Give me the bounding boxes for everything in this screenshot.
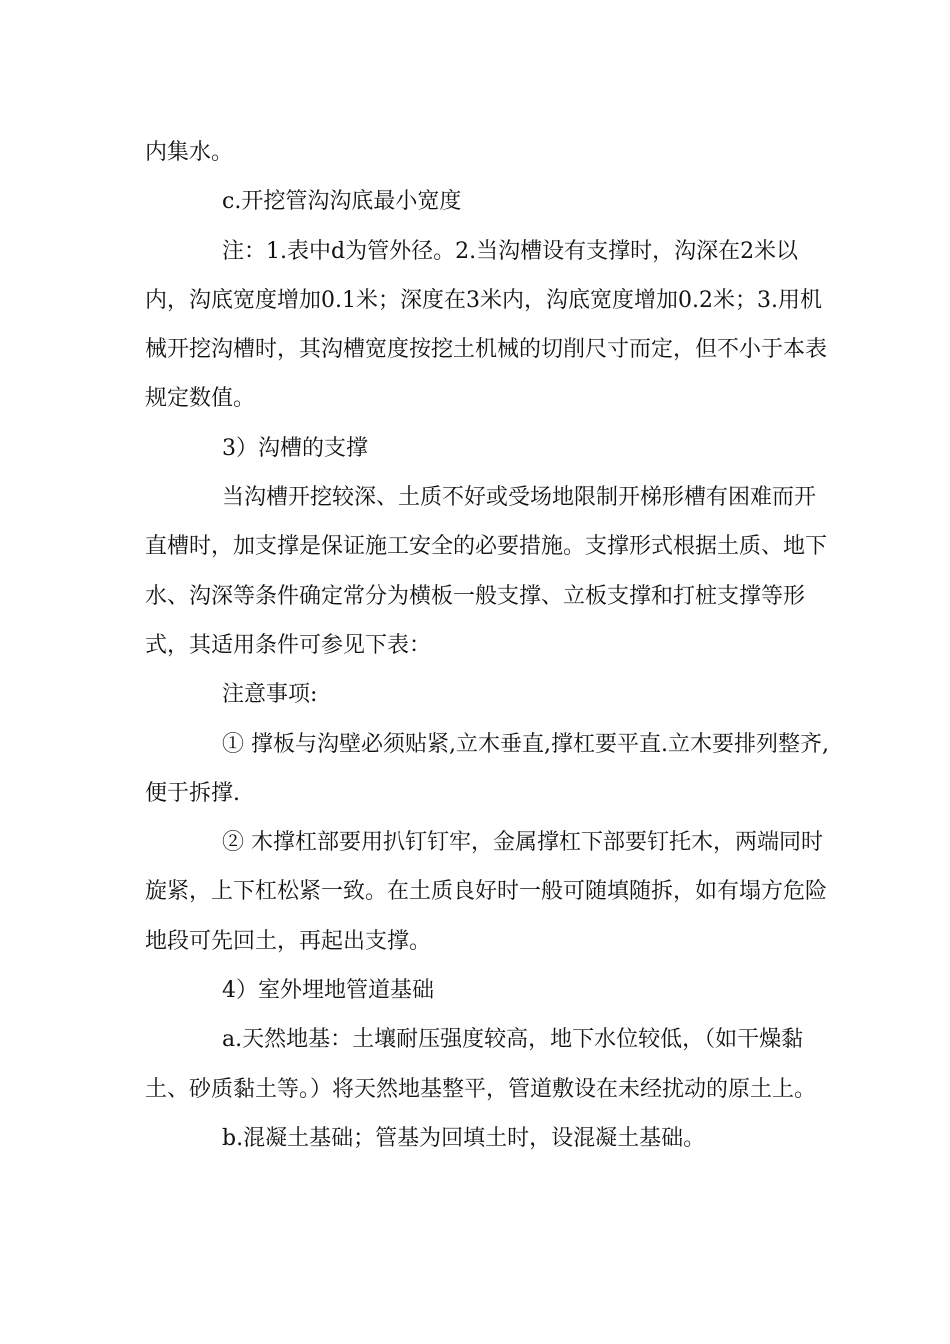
document-body	[145, 128, 835, 1163]
paragraph-heading-c: c.开挖管沟沟底最小宽度	[222, 189, 462, 215]
paragraph-concrete-foundation: b.混凝土基础；管基为回填土时，设混凝土基础。	[222, 1125, 706, 1151]
paragraph-continuation: 内集水。	[145, 140, 234, 165]
section-heading-3: 3）沟槽的支撑	[222, 435, 368, 461]
paragraph-precautions-heading: 注意事项:	[222, 682, 318, 708]
paragraph-support-intro: 当沟槽开挖较深、土质不好或受场地限制开梯形槽有困难而开直槽时，加支撑是保证施工安全的必要措施。支撑形式根据土质、地下水、沟深等条件确定常分为横板一般支撑、立板支撑和打桩支撑等形式，其适用条件可参见下表：	[145, 485, 828, 658]
paragraph-natural-foundation: a.天然地基：土壤耐压强度较高，地下水位较低，（如干燥黏土、砂质黏土等。）将天然地基整平，管道敷设在未经扰动的原土上。	[145, 1027, 817, 1102]
paragraph-note: 注：1.表中d为管外径。2.当沟槽设有支撑时，沟深在2米以内，沟底宽度增加0.1米；深度在3米内，沟底宽度增加0.2米；3.用机械开挖沟槽时，其沟槽宽度按挖土机械的切削尺寸而定，但不小于本表规定数值。	[145, 238, 828, 412]
section-heading-4: 4）室外埋地管道基础	[222, 978, 434, 1004]
paragraph-precaution-2: ② 木撑杠部要用扒钉钉牢，金属撑杠下部要钉托木，两端同时旋紧，上下杠松紧一致。在土质良好时一般可随填随拆，如有塌方危险地段可先回土，再起出支撑。	[145, 830, 828, 954]
paragraph-precaution-1: ① 撑板与沟壁必须贴紧,立木垂直,撑杠要平直.立木要排列整齐,便于拆撑.	[145, 731, 829, 806]
